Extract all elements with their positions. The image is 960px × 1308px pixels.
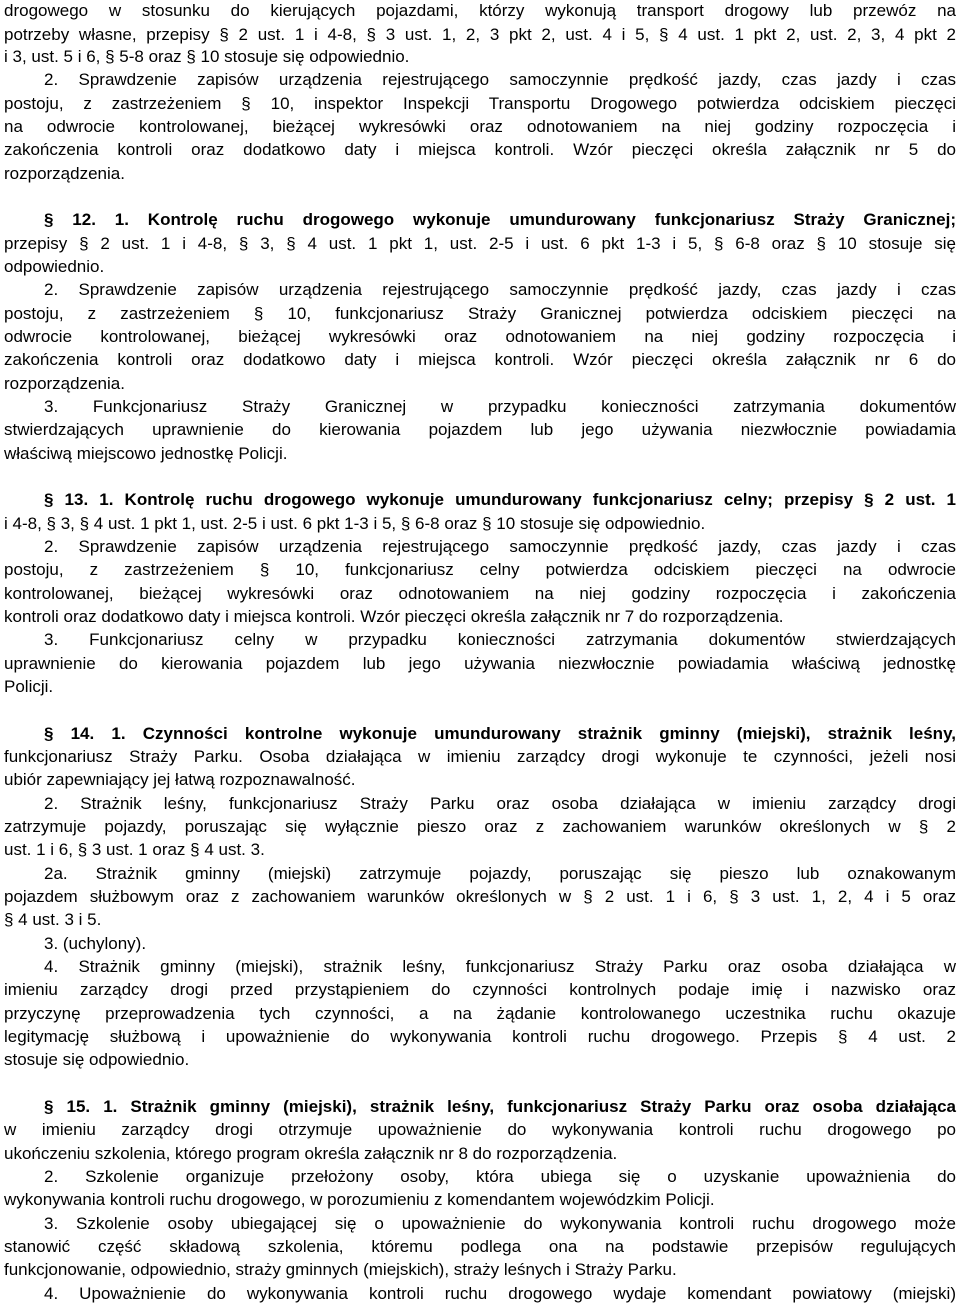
text-line: przyczynę przeprowadzenia tych czynności, a na żądanie kontrolowanego uczestnika ruchu okazuje <box>4 1004 956 1023</box>
text-line: 3. Szkolenie osoby ubiegającej się o upoważnienie do wykonywania kontroli ruchu drogowego może <box>44 1214 956 1233</box>
text-line: na odwrocie kontrolowanej, bieżącej wykresówki oraz odnotowaniem na niej godziny rozpoczęcia i <box>4 117 956 136</box>
text-line: ust. 1 i 6, § 3 ust. 1 oraz § 4 ust. 3. <box>4 840 265 859</box>
text-line: i 4-8, § 3, § 4 ust. 1 pkt 1, ust. 2-5 i ust. 6 pkt 1-3 i 5, § 6-8 oraz § 10 stosuje się odpowiednio. <box>4 514 706 533</box>
text-line: przepisy § 2 ust. 1 i 4-8, § 3, § 4 ust. 1 pkt 1, ust. 2-5 i ust. 6 pkt 1-3 i 5, § 6-8 oraz § 10 stosuje się <box>4 234 956 253</box>
text-line: 4. Upoważnienie do wykonywania kontroli ruchu drogowego wydaje komendant powiatowy (miejski) <box>44 1284 956 1303</box>
text-line: zakończenia kontroli oraz dodatkowo daty i miejsca kontroli. Wzór pieczęci określa załącznik nr 6 do <box>4 350 956 369</box>
text-line: uprawnienie do kierowania pojazdem lub jego używania niezwłocznie powiadamia właściwą jednostkę <box>4 654 956 673</box>
text-line: ukończeniu szkolenia, którego program określa załącznik nr 8 do rozporządzenia. <box>4 1144 618 1163</box>
text-line: 2. Sprawdzenie zapisów urządzenia rejestrującego samoczynnie prędkość jazdy, czas jazdy i czas <box>44 280 956 299</box>
text-line: właściwą miejscowo jednostkę Policji. <box>4 444 288 463</box>
section-heading-12: § 12. 1. Kontrolę ruchu drogowego wykonuje umundurowany funkcjonariusz Straży Granicznej; <box>44 210 956 229</box>
text-line: funkcjonariusz Straży Parku. Osoba działająca w imieniu zarządcy drogi wykonuje te czynności, jeżeli nosi <box>4 747 956 766</box>
text-line: drogowego w stosunku do kierujących pojazdami, którzy wykonują transport drogowy lub przewóz na <box>4 1 956 20</box>
text-line: pojazdem służbowym oraz z zachowaniem warunków określonych w § 2 ust. 1 i 6, § 3 ust. 1, 2, 4 i 5 oraz <box>4 887 956 906</box>
text-line: stwierdzających uprawnienie do kierowania pojazdem lub jego używania niezwłocznie powiadamia <box>4 420 956 439</box>
text-line: kontroli oraz dodatkowo daty i miejsca kontroli. Wzór pieczęci określa załącznik nr 7 do rozporządzenia. <box>4 607 784 626</box>
text-line: stanowić część składową szkolenia, któremu podlega ona na podstawie przepisów regulujących <box>4 1237 956 1256</box>
text-line: 2. Szkolenie organizuje przełożony osoby, która ubiega się o uzyskanie upoważnienia do <box>44 1167 956 1186</box>
text-line: kontrolowanej, bieżącej wykresówki oraz odnotowaniem na niej godziny rozpoczęcia i zakończenia <box>4 584 956 603</box>
text-line: imieniu zarządcy drogi przed przystąpieniem do czynności kontrolnych podaje imię i nazwisko oraz <box>4 980 956 999</box>
text-line: rozporządzenia. <box>4 374 125 393</box>
text-line: wykonywania kontroli ruchu drogowego, w porozumieniu z komendantem wojewódzkim Policji. <box>4 1190 715 1209</box>
text-line: zakończenia kontroli oraz dodatkowo daty i miejsca kontroli. Wzór pieczęci określa załącznik nr 5 do <box>4 140 956 159</box>
text-line: 4. Strażnik gminny (miejski), strażnik leśny, funkcjonariusz Straży Parku oraz osoba działająca w <box>44 957 956 976</box>
text-line: odpowiednio. <box>4 257 105 276</box>
text-line: 3. Funkcjonariusz Straży Granicznej w przypadku konieczności zatrzymania dokumentów <box>44 397 956 416</box>
text-line: w imieniu zarządcy drogi otrzymuje upoważnienie do wykonywania kontroli ruchu drogowego po <box>4 1120 956 1139</box>
text-line: 2a. Strażnik gminny (miejski) zatrzymuje pojazdy, poruszając się pieszo lub oznakowanym <box>44 864 956 883</box>
text-line: funkcjonowanie, odpowiednio, straży gminnych (miejskich), straży leśnych i Straży Parku. <box>4 1260 677 1279</box>
text-line: 2. Sprawdzenie zapisów urządzenia rejestrującego samoczynnie prędkość jazdy, czas jazdy i czas <box>44 537 956 556</box>
text-line: 3. (uchylony). <box>44 934 147 953</box>
text-line: postoju, z zastrzeżeniem § 10, funkcjonariusz celny potwierdza odciskiem pieczęci na odwrocie <box>4 560 956 579</box>
text-line: ubiór zapewniający jej łatwą rozpoznawalność. <box>4 770 356 789</box>
text-line: potrzeby własne, przepisy § 2 ust. 1 i 4-8, § 3 ust. 1, 2, 3 pkt 2, ust. 4 i 5, § 4 ust. 1 pkt 2, ust. 2, 3, 4 pkt 2 <box>4 25 956 44</box>
text-line: stosuje się odpowiednio. <box>4 1050 190 1069</box>
text-line: postoju, z zastrzeżeniem § 10, inspektor Inspekcji Transportu Drogowego potwierdza odciskiem pieczęci <box>4 94 956 113</box>
text-line: i 3, ust. 5 i 6, § 5-8 oraz § 10 stosuje się odpowiednio. <box>4 47 410 66</box>
text-line: postoju, z zastrzeżeniem § 10, funkcjonariusz Straży Granicznej potwierdza odciskiem pieczęci na <box>4 304 956 323</box>
text-line: odwrocie kontrolowanej, bieżącej wykresówki oraz odnotowaniem na niej godziny rozpoczęcia i <box>4 327 956 346</box>
text-line: 2. Sprawdzenie zapisów urządzenia rejestrującego samoczynnie prędkość jazdy, czas jazdy i czas <box>44 70 956 89</box>
text-line: 2. Strażnik leśny, funkcjonariusz Straży Parku oraz osoba działająca w imieniu zarządcy drogi <box>44 794 956 813</box>
text-line: legitymację służbową i upoważnienie do wykonywania kontroli ruchu drogowego. Przepis § 4 ust. 2 <box>4 1027 956 1046</box>
text-line: zatrzymuje pojazdy, poruszając się wyłącznie pieszo oraz z zachowaniem warunków określonych w § 2 <box>4 817 956 836</box>
section-heading-15: § 15. 1. Strażnik gminny (miejski), strażnik leśny, funkcjonariusz Straży Parku oraz osoba działająca <box>44 1097 956 1116</box>
section-heading-14: § 14. 1. Czynności kontrolne wykonuje umundurowany strażnik gminny (miejski), strażnik leśny, <box>44 724 956 743</box>
text-line: 3. Funkcjonariusz celny w przypadku konieczności zatrzymania dokumentów stwierdzających <box>44 630 956 649</box>
text-line: Policji. <box>4 677 54 696</box>
text-line: rozporządzenia. <box>4 164 125 183</box>
section-heading-13: § 13. 1. Kontrolę ruchu drogowego wykonuje umundurowany funkcjonariusz celny; przepisy § 2 ust. 1 <box>44 490 956 509</box>
text-line: § 4 ust. 3 i 5. <box>4 910 102 929</box>
